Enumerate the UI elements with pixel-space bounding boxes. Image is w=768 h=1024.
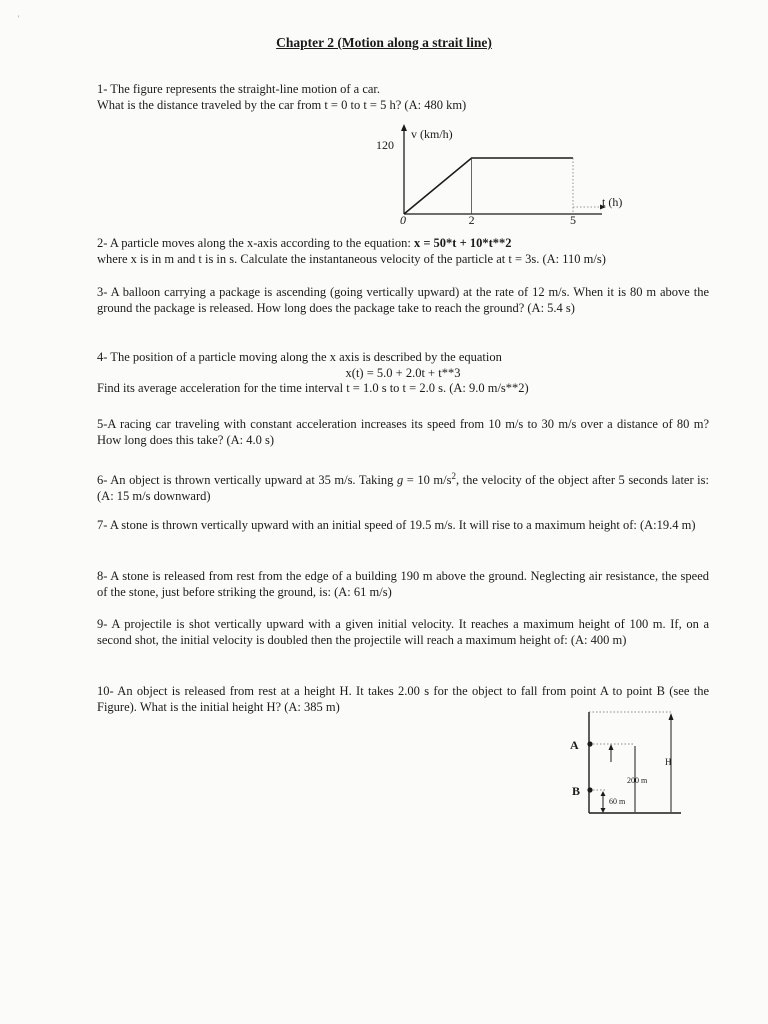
question-2-prefix: 2- A particle moves along the x-axis according to the equation: bbox=[97, 236, 414, 250]
question-9-text: 9- A projectile is shot vertically upward with a given initial velocity. It reaches a maximum height of 100 m. If, on a second shot, the initial velocity is doubled then the projectile will reach a maximum height of: (A: 400 m) bbox=[97, 617, 709, 647]
dimension-60m-arrowhead-top bbox=[601, 791, 606, 796]
question-2-line-1 bbox=[97, 236, 709, 252]
graph-y-axis-label: v (km/h) bbox=[411, 127, 453, 141]
scan-speck: ' bbox=[18, 14, 20, 23]
question-4-equation: x(t) = 5.0 + 2.0t + t**3 bbox=[345, 365, 461, 380]
point-a-marker bbox=[587, 741, 592, 746]
velocity-time-graph bbox=[370, 122, 640, 230]
question-5 bbox=[97, 417, 709, 448]
question-4-line-3: Find its average acceleration for the time interval t = 1.0 s to t = 2.0 s. (A: 9.0 m/s**2) bbox=[97, 381, 529, 395]
question-3-text: 3- A balloon carrying a package is ascending (going vertically upward) at the rate of 12 m/s. When it is 80 m above the ground the package is released. How long does the package take to reach the ground? (A: 5.4 s) bbox=[97, 285, 709, 315]
question-2-line-2: where x is in m and t is in s. Calculate the instantaneous velocity of the particle at t = 3s. (A: 110 m/s) bbox=[97, 251, 606, 266]
graph-origin-label: 0 bbox=[400, 213, 406, 227]
distance-60m-label: 60 m bbox=[609, 797, 626, 806]
height-h-label: H bbox=[665, 757, 672, 767]
question-5-text: 5-A racing car traveling with constant acceleration increases its speed from 10 m/s to 30 m/s over a distance of 80 m? How long does this take? (A: 4.0 s) bbox=[97, 417, 709, 447]
dimension-h-arrowhead bbox=[669, 713, 674, 720]
question-3 bbox=[97, 285, 709, 316]
question-4 bbox=[97, 350, 709, 397]
question-10-text: 10- An object is released from rest at a height H. It takes 2.00 s for the object to fall from point A to point B (see the Figure). What is the initial height H? (A: 385 m) bbox=[97, 684, 709, 714]
point-a-label: A bbox=[570, 738, 579, 752]
question-1-line-2: What is the distance traveled by the car from t = 0 to t = 5 h? (A: 480 km) bbox=[97, 97, 467, 112]
fall-diagram bbox=[565, 710, 690, 820]
graph-x-axis-label: t (h) bbox=[602, 195, 623, 209]
distance-200m-label: 200 m bbox=[627, 776, 648, 785]
question-6 bbox=[97, 469, 709, 504]
question-7 bbox=[97, 518, 709, 534]
dimension-200m-arrowhead bbox=[609, 744, 614, 750]
velocity-curve bbox=[404, 158, 573, 214]
question-6-after: , the velocity of the object after 5 seconds later is: (A: 15 m/s downward) bbox=[97, 473, 709, 503]
question-2-equation: x = 50*t + 10*t**2 bbox=[413, 236, 512, 250]
question-6-g-value: = 10 m/s bbox=[403, 473, 452, 488]
question-1 bbox=[97, 82, 709, 113]
question-6-text bbox=[97, 469, 709, 504]
chapter-title: Chapter 2 (Motion along a strait line) bbox=[276, 35, 492, 50]
point-b-marker bbox=[587, 787, 592, 792]
graph-x-tick-2: 2 bbox=[468, 213, 475, 227]
question-1-line-1: 1- The figure represents the straight-line motion of a car. bbox=[97, 82, 381, 96]
question-4-line-1: 4- The position of a particle moving along the x axis is described by the equation bbox=[97, 350, 502, 364]
question-2 bbox=[97, 236, 709, 267]
question-9 bbox=[97, 617, 709, 648]
question-6-before: 6- An object is thrown vertically upward at 35 m/s. Taking bbox=[97, 473, 397, 488]
question-8-text: 8- A stone is released from rest from the edge of a building 190 m above the ground. Neglecting air resistance, the speed of the stone, just before striking the ground, is: (A: 61 m/s) bbox=[97, 569, 709, 599]
dimension-60m-arrowhead-bottom bbox=[601, 808, 606, 813]
question-7-text: 7- A stone is thrown vertically upward with an initial speed of 19.5 m/s. It will rise to a maximum height of: (A:19.4 m) bbox=[97, 518, 696, 532]
question-6-g-symbol: g bbox=[396, 473, 404, 488]
graph-y-arrow bbox=[401, 124, 407, 131]
graph-y-tick-120: 120 bbox=[376, 138, 394, 152]
question-6-g-exponent: 2 bbox=[451, 471, 456, 481]
question-8 bbox=[97, 569, 709, 600]
point-b-label: B bbox=[572, 784, 581, 798]
graph-x-tick-5: 5 bbox=[570, 213, 576, 227]
